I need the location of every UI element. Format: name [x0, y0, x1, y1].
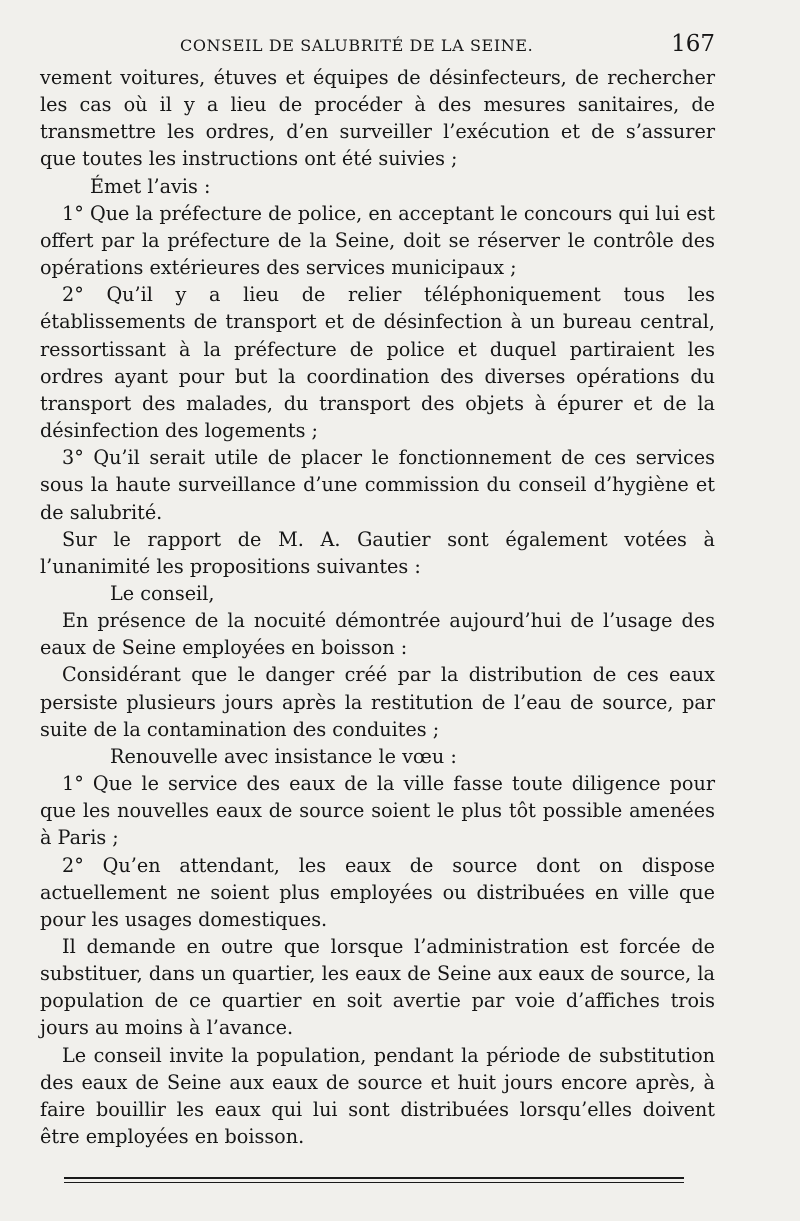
- page-header: [40, 31, 715, 64]
- page-number: 167: [671, 31, 715, 57]
- paragraph-renouvelle-voeu: Renouvelle avec insistance le vœu :: [110, 744, 457, 768]
- paragraph-voeu-2: 2° Qu’en attendant, les eaux de source dont on dispose actuellement ne soient plus employées ou distribuées en ville que pour les usages domestiques.: [40, 853, 715, 931]
- body-text: [40, 64, 715, 1150]
- paragraph-considerant: Considérant que le danger créé par la distribution de ces eaux persiste plusieurs jours après la restitution de l’eau de source, par suite de la contamination des conduites ;: [40, 663, 715, 741]
- paragraph-avis-2: 2° Qu’il y a lieu de relier téléphoniquement tous les établissements de transport et de désinfection à un bureau central, ressortissant à la préfecture de police et duquel partiraient les ordres ayant pour but la coordination des diverses opérations du transport des malades, du transport des objets à épurer et de la désinfection des logements ;: [40, 283, 715, 443]
- paragraph-avis-1: 1° Que la préfecture de police, en acceptant le concours qui lui est offert par la préfecture de la Seine, doit se réserver le contrôle des opérations extérieures des services municipaux ;: [40, 201, 715, 280]
- paragraph-continuation: vement voitures, étuves et équipes de désinfecteurs, de rechercher les cas où il y a lieu de procéder à des mesures sanitaires, de transmettre les ordres, d’en surveiller l’exécution et de s’assurer que toutes les instructions ont été suivies ;: [40, 66, 715, 171]
- paragraph-demande-outre: Il demande en outre que lorsque l’administration est forcée de substituer, dans un quartier, les eaux de Seine aux eaux de source, la population de ce quartier en soit avertie par voie d’affiches trois jours au moins à l’avance.: [40, 935, 715, 1040]
- end-rule-thick: [64, 1177, 684, 1179]
- paragraph-rapport-gautier: Sur le rapport de M. A. Gautier sont également votées à l’unanimité les propositions suivantes :: [40, 527, 715, 578]
- end-rule-thin: [64, 1182, 684, 1183]
- paragraph-voeu-1: 1° Que le service des eaux de la ville fasse toute diligence pour que les nouvelles eaux de source soient le plus tôt possible amenées à Paris ;: [40, 772, 715, 850]
- paragraph-emet-avis: Émet l’avis :: [90, 174, 211, 198]
- paragraph-avis-3: 3° Qu’il serait utile de placer le fonctionnement de ces services sous la haute surveillance d’une commission du conseil d’hygiène et de salubrité.: [40, 446, 715, 524]
- running-title: CONSEIL DE SALUBRITÉ DE LA SEINE.: [180, 36, 534, 55]
- paragraph-le-conseil: Le conseil,: [110, 581, 215, 605]
- paragraph-presence-nocuite: En présence de la nocuité démontrée aujourd’hui de l’usage des eaux de Seine employées en boisson :: [40, 609, 715, 660]
- paragraph-conseil-invite: Le conseil invite la population, pendant la période de substitution des eaux de Seine aux eaux de source et huit jours encore après, à faire bouillir les eaux qui lui sont distribuées lorsqu’elles doivent être employées en boisson.: [40, 1043, 715, 1149]
